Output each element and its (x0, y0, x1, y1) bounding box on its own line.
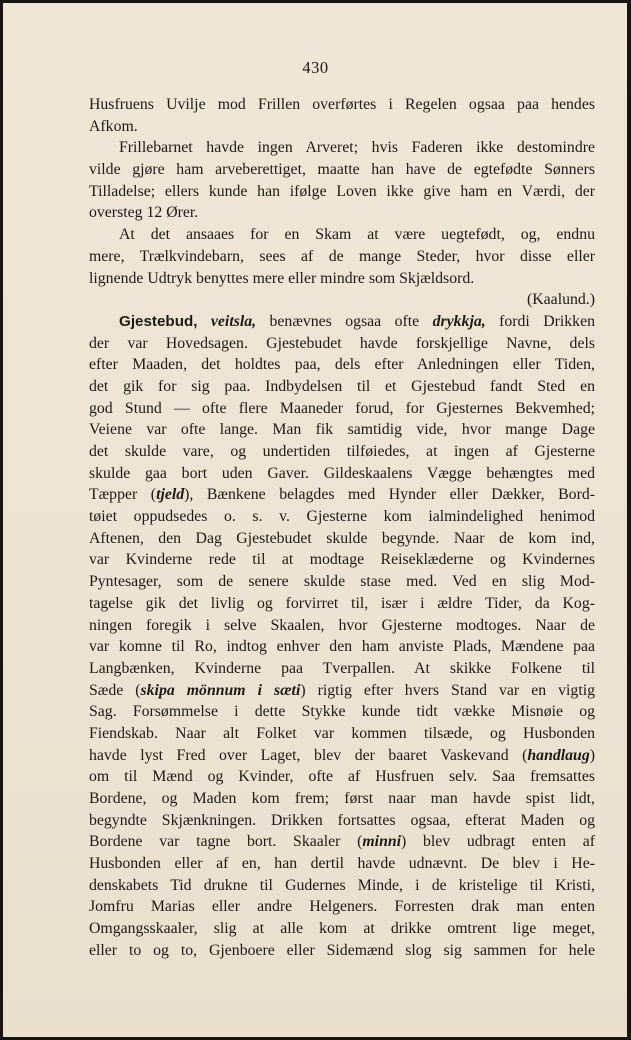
text-run: var komne til Ro, indtog enhver den ham anviste Plads, Mændene paa (89, 638, 595, 656)
text-run: begyndte Skjænkningen. Drikken fortsattes ogsaa, efterat Maden og (89, 811, 595, 829)
body-text (89, 94, 595, 962)
text-run: Veiene var ofte lange. Man fik samtidig vide, hvor mange Dage (89, 421, 595, 439)
text-run: eller to og to, Gjenboere eller Sidemænd slog sig sammen for hele (89, 941, 595, 959)
text-run: denskabets Tid drukne til Gudernes Minde, i de kristelige til Kristi, (89, 876, 595, 894)
text-line (89, 506, 595, 528)
text-line (89, 940, 595, 962)
text-run: Frillebarnet havde ingen Arveret; hvis Faderen ikke destomindre (119, 139, 595, 157)
text-run: efter Maaden, det holdtes paa, dels efter Anledningen eller Tiden, (89, 356, 595, 374)
text-line (89, 311, 595, 333)
text-run: Fiendskab. Naar alt Folket var kommen tilsæde, og Husbonden (89, 724, 595, 742)
text-line (89, 723, 595, 745)
text-run: Tilladelse; ellers kunde han ifølge Loven ikke give ham en Værdi, der (89, 182, 595, 200)
italic-term: minni (362, 833, 402, 851)
text-line (89, 853, 595, 875)
text-run: mere, Trælkvindebarn, sees af de mange Steder, hvor disse eller (89, 247, 595, 265)
text-line (89, 484, 595, 506)
page-number: 430 (302, 58, 329, 77)
italic-term: tjeld (156, 486, 185, 504)
text-run: Jomfru Marias eller andre Helgeners. Forresten drak man enten (89, 898, 595, 916)
text-run: Bordene var tagne bort. Skaaler ( (89, 833, 363, 851)
text-line (89, 181, 595, 203)
text-line (89, 246, 595, 268)
text-run: ) (589, 746, 595, 764)
text-line (89, 593, 595, 615)
text-line (89, 831, 595, 853)
text-run: det gik for sig paa. Indbydelsen til et Gjestebud fandt Sted en (89, 377, 595, 395)
text-run: god Stund — ofte flere Maaneder forud, for Gjesternes Bekvemhed; (89, 399, 595, 417)
text-line (89, 615, 595, 637)
text-run: (Kaalund.) (527, 291, 595, 309)
text-line (89, 202, 595, 224)
text-run: der var Hovedsagen. Gjestebudet havde forskjellige Navne, dels (89, 334, 595, 352)
text-run: Afkom. (89, 117, 138, 135)
italic-term: drykkja, (432, 312, 486, 330)
text-run: det skulde vare, og undertiden tilføiedes, at ingen af Gjesterne (89, 443, 595, 460)
text-run: skulde gaa bort uden Gaver. Gildeskaalens Vægge behængtes med (89, 464, 595, 482)
text-line (89, 636, 595, 658)
text-run: Omgangsskaaler, slig at alle kom at drikke omtrent lige meget, (89, 920, 595, 938)
text-run: Husbonden eller af en, han dertil havde udnævnt. De blev i He- (89, 855, 595, 873)
text-line (89, 159, 595, 181)
text-run: ningen foregik i selve Skaalen, hvor Gjesterne modtoges. Naar de (89, 616, 595, 634)
text-line (89, 116, 595, 138)
text-run: Sag. Forsømmelse i dette Stykke kunde tidt vække Misnøie og (89, 703, 595, 721)
text-line (89, 528, 595, 550)
text-run: tagelse gik det livlig og forvirret til, især i ældre Tider, da Kog- (89, 594, 595, 612)
text-line (89, 658, 595, 680)
entry-headword: Gjestebud, (119, 312, 198, 330)
text-line (89, 788, 595, 810)
text-run: Tæpper ( (89, 486, 157, 504)
italic-term: handlaug (527, 746, 590, 764)
text-line (89, 680, 595, 702)
text-run: Husfruens Uvilje mod Frillen overførtes i Regelen ogsaa paa hendes (89, 96, 595, 113)
text-line (89, 918, 595, 940)
text-run: ), Bænkene belagdes med Hynder eller Dækker, Bord- (184, 486, 595, 504)
text-run: Pyntesager, som de senere skulde stase med. Ved en slig Mod- (89, 573, 595, 591)
text-run: Aftenen, den Dag Gjestebudet skulde begynde. Naar de kom ind, (89, 529, 595, 547)
text-run: vilde gjøre ham arveberettiget, maatte han have de egtefødte Sønners (89, 161, 595, 179)
text-run: At det ansaaes for en Skam at være uegtefødt, og, endnu (119, 226, 595, 244)
text-run: om til Mænd og Kvinder, ofte af Husfruen selv. Saa fremsattes (89, 768, 595, 786)
text-line (89, 398, 595, 420)
text-line (89, 94, 595, 116)
text-line (89, 376, 595, 398)
text-run: ) rigtig efter hvers Stand var en vigtig (300, 681, 595, 699)
text-line (89, 289, 595, 311)
text-line (89, 810, 595, 832)
text-line (89, 224, 595, 246)
text-run: benævnes ogsaa ofte (256, 312, 433, 330)
text-run: fordi Drikken (485, 312, 595, 330)
text-line (89, 549, 595, 571)
text-line (89, 354, 595, 376)
text-line (89, 333, 595, 355)
text-run: oversteg 12 Ører. (89, 204, 199, 222)
text-run: Bordene, og Maden kom frem; først naar man havde spist lidt, (89, 790, 595, 807)
text-line (89, 701, 595, 723)
text-line (89, 766, 595, 788)
text-run: tøiet oppudsedes o. s. v. Gjesterne kom ialmindelighed henimod (89, 508, 595, 526)
text-run: var Kvinderne rede til at modtage Reiseklæderne og Kvindernes (89, 551, 595, 569)
text-line (89, 745, 595, 767)
text-run: Langbænken, Kvinderne paa Tverpallen. At skikke Folkene til (89, 659, 595, 677)
text-line (89, 463, 595, 485)
text-run (197, 313, 210, 330)
text-line (89, 571, 595, 593)
scan-border-top (0, 0, 631, 3)
text-run: ) blev udbragt enten af (401, 833, 595, 851)
text-run: havde lyst Fred over Laget, blev der baaret Vaskevand ( (89, 746, 528, 764)
text-line (89, 268, 595, 290)
scan-border-right (627, 0, 631, 1040)
text-line (89, 875, 595, 897)
text-line (89, 896, 595, 918)
text-line (89, 441, 595, 463)
text-line (89, 137, 595, 159)
italic-term: veitsla, (210, 312, 257, 330)
text-run: Sæde ( (89, 681, 141, 699)
text-line (89, 419, 595, 441)
italic-term: skipa mönnum i sæti (140, 681, 301, 699)
text-run: lignende Udtryk benyttes mere eller mindre som Skjældsord. (89, 269, 475, 287)
scan-border-left (0, 0, 3, 1040)
